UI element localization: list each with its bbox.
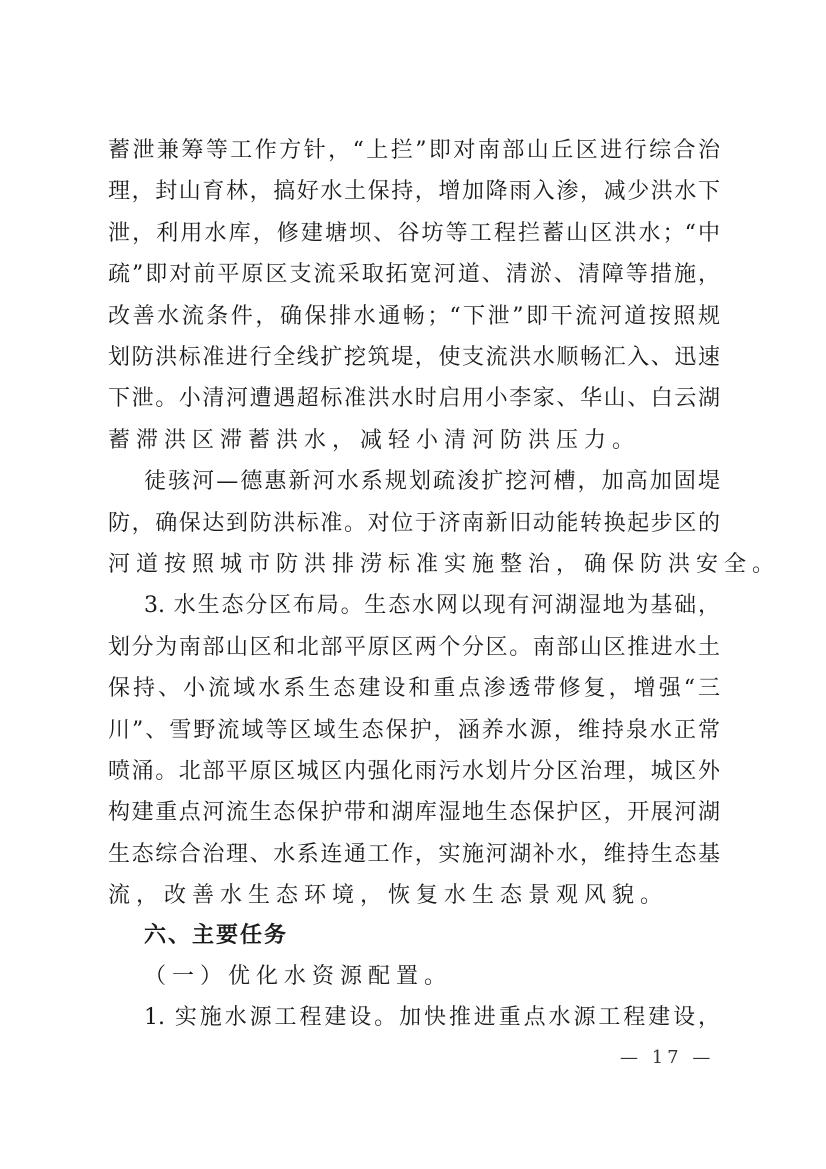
- body-line: 生态综合治理、水系连通工作，实施河湖补水，维持生态基: [108, 841, 720, 867]
- body-line: 划防洪标准进行全线扩挖筑堤，使支流洪水顺畅汇入、迅速: [108, 345, 720, 370]
- body-line: 川”、雪野流域等区域生态保护，涵养水源，维持泉水正常: [108, 717, 720, 743]
- body-line: 流，改善水生态环境，恢复水生态景观风貌。: [108, 883, 669, 908]
- body-line: 下泄。小清河遭遇超标准洪水时启用小李家、华山、白云湖: [108, 386, 720, 412]
- body-line: 蓄滞洪区滞蓄洪水，减轻小清河防洪压力。: [108, 427, 641, 453]
- body-line: 理，封山育林，搞好水土保持，增加降雨入渗，减少洪水下: [108, 179, 720, 205]
- body-line: 泄，利用水库，修建塘坝、谷坊等工程拦蓄山区洪水；“中: [108, 220, 720, 246]
- body-line: 划分为南部山区和北部平原区两个分区。南部山区推进水土: [108, 634, 720, 660]
- body-line: 疏”即对前平原区支流采取拓宽河道、清淤、清障等措施，: [108, 262, 720, 288]
- body-line: 河道按照城市防洪排涝标准实施整治，确保防洪安全。: [108, 552, 781, 577]
- body-line: 徒骇河—德惠新河水系规划疏浚扩挖河槽，加高加固堤: [144, 469, 720, 495]
- body-line: 蓄泄兼筹等工作方针，“上拦”即对南部山丘区进行综合治: [108, 138, 720, 163]
- section-heading: 六、主要任务: [144, 923, 289, 948]
- body-line: 改善水流条件，确保排水通畅；“下泄”即干流河道按照规: [108, 303, 720, 329]
- subsection-heading: （一）优化水资源配置。: [144, 964, 453, 989]
- body-line: 1. 实施水源工程建设。加快推进重点水源工程建设，: [144, 1005, 720, 1030]
- body-line: 防，确保达到防洪标准。对位于济南新旧动能转换起步区的: [108, 510, 720, 536]
- page-number: — 17 —: [620, 1047, 715, 1068]
- body-line: 保持、小流域水系生态建设和重点渗透带修复，增强“三: [108, 676, 720, 702]
- body-line: 3. 水生态分区布局。生态水网以现有河湖湿地为基础，: [144, 593, 720, 619]
- body-line: 构建重点河流生态保护带和湖库湿地生态保护区，开展河湖: [108, 800, 720, 826]
- body-line: 喷涌。北部平原区城区内强化雨污水划片分区治理，城区外: [108, 759, 720, 784]
